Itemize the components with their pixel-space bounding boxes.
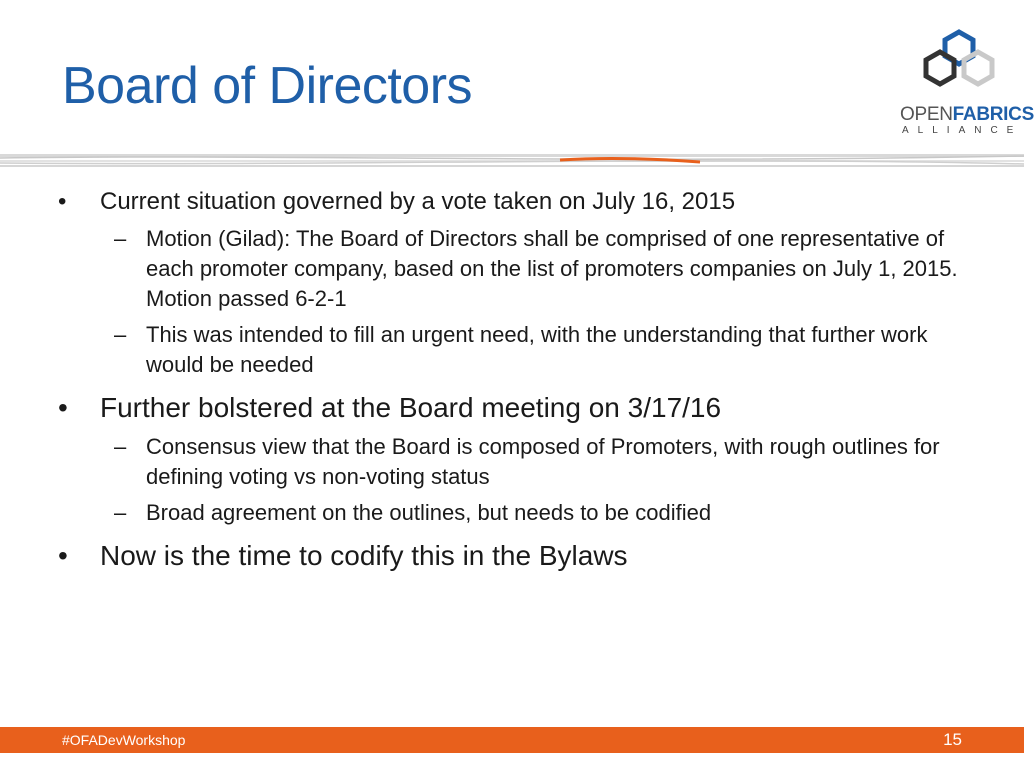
logo-subtitle: ALLIANCE <box>902 125 1023 136</box>
sub-bullet-text: Broad agreement on the outlines, but needs to be codified <box>146 500 712 525</box>
bullet-item <box>58 538 960 574</box>
dash-icon: – <box>114 500 127 525</box>
page-number: 15 <box>943 730 962 749</box>
sub-bullet-item <box>114 320 966 380</box>
sub-bullet-item <box>114 224 966 314</box>
bullet-icon: • <box>58 188 67 215</box>
sub-bullet-item <box>114 432 966 492</box>
sub-bullet-text: This was intended to fill an urgent need, with the understanding that further work would be needed <box>146 322 928 377</box>
openfabrics-logo <box>900 28 1034 138</box>
page-title: Board of Directors <box>62 57 473 115</box>
logo-wordmark: OPENFABRICS <box>900 104 1034 125</box>
bullet-text: Now is the time to codify this in the Bylaws <box>100 540 628 571</box>
bullet-icon: • <box>58 392 68 423</box>
bullet-item <box>58 390 960 426</box>
sub-bullet-text: Consensus view that the Board is composed of Promoters, with rough outlines for defining voting vs non-voting status <box>146 434 940 489</box>
sub-bullet-text: Motion (Gilad): The Board of Directors shall be comprised of one representative of each promoter company, based on the list of promoters companies on July 1, 2015. Motion passed 6-2-1 <box>146 226 958 311</box>
bullet-text: Current situation governed by a vote taken on July 16, 2015 <box>100 188 736 215</box>
sub-bullet-item <box>114 498 966 528</box>
bullet-icon: • <box>58 540 68 571</box>
title-divider <box>0 150 1024 172</box>
bullet-text: Further bolstered at the Board meeting on 3/17/16 <box>100 392 722 423</box>
dash-icon: – <box>114 322 127 347</box>
bullet-item <box>58 186 960 218</box>
footer-hashtag: #OFADevWorkshop <box>62 732 186 748</box>
hexagon-cubes-icon <box>914 28 1004 98</box>
dash-icon: – <box>114 434 127 459</box>
dash-icon: – <box>114 226 127 251</box>
slide-body <box>0 186 1024 574</box>
footer-bar <box>0 727 1024 753</box>
